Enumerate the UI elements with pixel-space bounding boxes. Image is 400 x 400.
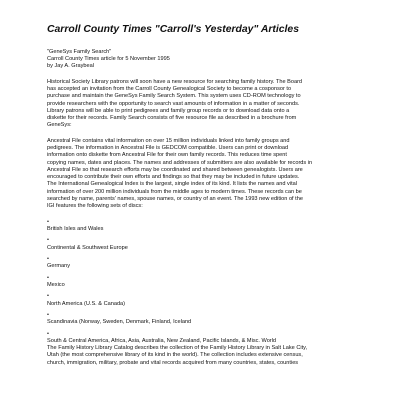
paragraph-line: Ancestral File contains vital information on over 15 million individuals linked into family groups and <box>47 137 290 144</box>
paragraph-line: encouraged to contribute their own efforts and findings so that they may be included in future updates. <box>47 174 300 181</box>
paragraph-line: provide researchers with the opportunity to search vast amounts of information in a matter of seconds. <box>47 100 300 107</box>
disc-label: British Isles and Wales <box>47 225 104 232</box>
bullet-icon: • <box>47 256 49 263</box>
bullet-icon: • <box>47 237 49 244</box>
bullet-icon: • <box>47 293 49 300</box>
list-item <box>47 256 369 270</box>
paragraph-line: has accepted an invitation from the Carroll County Genealogical Society to become a cosponsor to <box>47 85 292 92</box>
article-source: Carroll County Times article for 5 November 1995 <box>47 56 170 63</box>
paragraph-ancestral-file <box>47 138 369 211</box>
disc-label: Continental & Southwest Europe <box>47 244 128 251</box>
paragraph-line: Ancestral File so that research efforts may be coordinated and shared between genealogists. Users are <box>47 166 303 173</box>
paragraph-line: copying names, dates and places. The names and addresses of submitters are also available for records in <box>47 159 313 166</box>
article-author: by Jay A. Graybeal <box>47 63 94 70</box>
list-item <box>47 219 369 233</box>
paragraph-line: The International Genealogical Index is the largest, single index of its kind. It lists the names and vital <box>47 181 297 188</box>
bullet-icon: • <box>47 218 49 225</box>
list-item <box>47 312 369 326</box>
paragraph-line: information onto diskette from Ancestral File for their own family records. This reduces time spent <box>47 152 287 159</box>
bullet-icon: • <box>47 330 49 337</box>
paragraph-line: information of over 200 million individuals from the middle ages to modern times. These records can be <box>47 188 302 195</box>
page-title: Carroll County Times "Carroll's Yesterday" Articles <box>47 24 299 35</box>
paragraph-line: The Family History Library Catalog describes the collection of the Family History Library in Salt Lake City, <box>47 345 308 352</box>
disc-label: Scandinavia (Norway, Sweden, Denmark, Finland, Iceland <box>47 319 192 326</box>
bullet-icon: • <box>47 312 49 319</box>
paragraph-line: IGI features the following sets of discs: <box>47 203 143 210</box>
paragraph-line: searched by name, parents' names, spouse names, or country of an event. The 1993 new edition of the <box>47 196 303 203</box>
paragraph-line: GeneSys: <box>47 122 72 129</box>
article-meta <box>47 49 369 71</box>
paragraph-line: Historical Society Library patrons will soon have a new resource for searching family history. The Board <box>47 78 303 85</box>
list-item <box>47 237 369 251</box>
paragraph-line: diskette for their records. Family Search consists of five resource file as described in a brochure from <box>47 115 297 122</box>
disc-label: Germany <box>47 263 71 270</box>
paragraph-line: pedigrees. The information in Ancestral File is GEDCOM compatible. Users can print or download <box>47 144 289 151</box>
disc-label: Mexico <box>47 281 65 288</box>
disc-label: North America (U.S. & Canada) <box>47 300 126 307</box>
disc-list <box>47 219 369 327</box>
list-item <box>47 293 369 307</box>
paragraph-line: church, immigration, military, probate and vital records acquired from many countries, states, counties <box>47 359 299 366</box>
paragraph-line: Utah (the most comprehensive library of its kind in the world). The collection includes extensive census, <box>47 352 303 359</box>
article-title: "GeneSys Family Search" <box>47 49 112 55</box>
bullet-icon: • <box>47 274 49 281</box>
document-page <box>47 23 369 367</box>
paragraph-line: purchase and maintain the GeneSys Family Search System. This system uses CD-ROM technology to <box>47 93 301 100</box>
paragraph-line: Library patrons will be able to print pedigrees and family group records or to download data onto a <box>47 107 290 114</box>
paragraph-intro <box>47 79 369 130</box>
catalog-section <box>47 331 369 367</box>
paragraph-line: South & Central America, Africa, Asia, Australia, New Zealand, Pacific Islands, & Misc. World <box>47 337 277 344</box>
list-item <box>47 275 369 289</box>
